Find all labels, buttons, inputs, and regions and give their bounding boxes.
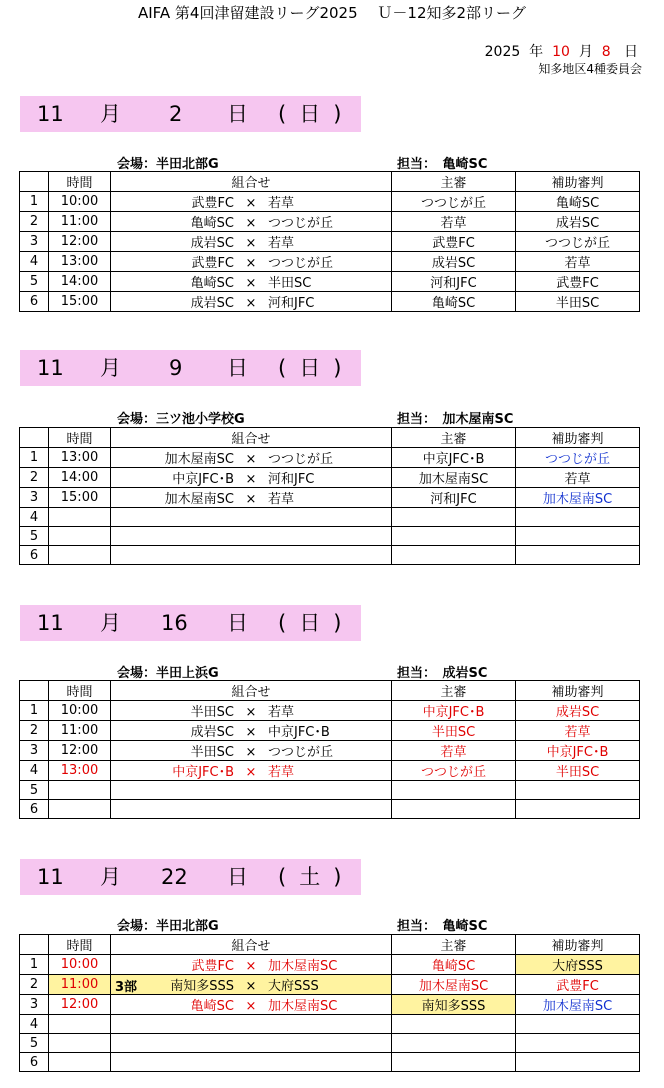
match-time: 10:00 [49, 192, 111, 212]
assistant-referee [516, 527, 640, 546]
versus-mark: × [245, 705, 257, 720]
header-match: 組合せ [111, 681, 392, 701]
day-header [20, 350, 361, 386]
issue-month-unit: 月 [578, 44, 593, 60]
match-number: 6 [20, 546, 49, 565]
versus-mark: × [245, 492, 257, 507]
assistant-referee: 大府SSS [516, 955, 640, 975]
match-pairing [111, 527, 392, 546]
match-pairing [111, 192, 392, 212]
match-pairing [111, 232, 392, 252]
assistant-referee: 中京JFC･B [516, 741, 640, 761]
match-time: 14:00 [49, 272, 111, 292]
referee: 成岩SC [392, 252, 516, 272]
table-row [20, 448, 640, 468]
day-header [20, 859, 361, 895]
assistant-referee [516, 1053, 640, 1072]
match-number: 2 [20, 468, 49, 488]
assistant-referee: つつじが丘 [516, 448, 640, 468]
table-row [20, 1015, 640, 1034]
day-month: 11 [37, 865, 64, 889]
assistant-referee: 成岩SC [516, 212, 640, 232]
assistant-referee: 武豊FC [516, 272, 640, 292]
match-pairing [111, 488, 392, 508]
table-header-row [20, 172, 640, 192]
table-row [20, 800, 640, 819]
header-referee: 主審 [392, 935, 516, 955]
table-row [20, 546, 640, 565]
referee: 亀崎SC [392, 292, 516, 312]
table-row [20, 1053, 640, 1072]
header-match: 組合せ [111, 935, 392, 955]
table-row [20, 701, 640, 721]
table-row [20, 212, 640, 232]
schedule-table [19, 171, 640, 312]
header-match: 組合せ [111, 172, 392, 192]
match-number: 3 [20, 232, 49, 252]
referee: つつじが丘 [392, 192, 516, 212]
table-row [20, 721, 640, 741]
match-pairing [111, 508, 392, 527]
match-pairing [111, 1015, 392, 1034]
venue-label: 会場：半田北部G [117, 919, 219, 934]
away-team: 加木屋南SC [268, 999, 338, 1014]
referee [392, 781, 516, 800]
match-pairing [111, 1034, 392, 1053]
table-row [20, 292, 640, 312]
header-time: 時間 [49, 681, 111, 701]
referee [392, 1053, 516, 1072]
match-pairing [111, 546, 392, 565]
home-team: 武豊FC [191, 196, 234, 211]
day-weekday: (日) [278, 356, 355, 380]
versus-mark: × [245, 765, 257, 780]
header-assistant: 補助審判 [516, 428, 640, 448]
match-number: 6 [20, 292, 49, 312]
header-time: 時間 [49, 428, 111, 448]
header-referee: 主審 [392, 681, 516, 701]
table-row [20, 761, 640, 781]
assistant-referee: つつじが丘 [516, 232, 640, 252]
home-team: 武豊FC [191, 959, 234, 974]
referee [392, 800, 516, 819]
away-team: つつじが丘 [268, 256, 334, 271]
home-team: 半田SC [190, 745, 234, 760]
venue-label: 会場：三ツ池小学校G [117, 412, 245, 427]
match-time: 12:00 [49, 232, 111, 252]
day-month: 11 [37, 356, 64, 380]
header-no [20, 172, 49, 192]
schedule-table [19, 934, 640, 1072]
division-label: 3部 [115, 980, 138, 995]
match-time: 10:00 [49, 701, 111, 721]
assistant-referee [516, 1015, 640, 1034]
day-month-unit: 月 [100, 865, 121, 889]
match-pairing [111, 701, 392, 721]
assistant-referee: 若草 [516, 721, 640, 741]
schedule-table [19, 427, 640, 565]
match-time [49, 781, 111, 800]
day-day: 2 [169, 102, 183, 126]
assistant-referee [516, 508, 640, 527]
match-pairing [111, 448, 392, 468]
day-month-unit: 月 [100, 102, 121, 126]
match-number: 4 [20, 508, 49, 527]
match-number: 4 [20, 761, 49, 781]
versus-mark: × [245, 999, 257, 1014]
match-number: 3 [20, 741, 49, 761]
match-pairing [111, 1053, 392, 1072]
match-time: 13:00 [49, 252, 111, 272]
header-no [20, 935, 49, 955]
match-time [49, 1015, 111, 1034]
away-team: 半田SC [268, 276, 312, 291]
venue-label: 会場：半田北部G [117, 157, 219, 172]
away-team: 若草 [268, 765, 295, 780]
away-team: 若草 [268, 492, 295, 507]
match-number: 6 [20, 1053, 49, 1072]
charge-label: 担当： 亀崎SC [397, 157, 488, 172]
table-header-row [20, 681, 640, 701]
match-number: 5 [20, 1034, 49, 1053]
match-time: 14:00 [49, 468, 111, 488]
day-day: 22 [161, 865, 188, 889]
match-pairing [111, 212, 392, 232]
match-pairing [111, 468, 392, 488]
match-number: 6 [20, 800, 49, 819]
table-row [20, 488, 640, 508]
match-time [49, 1053, 111, 1072]
home-team: 成岩SC [190, 725, 234, 740]
charge-label: 担当： 加木屋南SC [397, 412, 514, 427]
assistant-referee: 若草 [516, 468, 640, 488]
match-number: 2 [20, 212, 49, 232]
referee: つつじが丘 [392, 761, 516, 781]
referee: 武豊FC [392, 232, 516, 252]
table-row [20, 192, 640, 212]
referee: 河和JFC [392, 272, 516, 292]
header-match: 組合せ [111, 428, 392, 448]
home-team: 中京JFC･B [172, 472, 234, 487]
referee: 若草 [392, 741, 516, 761]
match-time: 11:00 [49, 212, 111, 232]
header-no [20, 428, 49, 448]
referee: 半田SC [392, 721, 516, 741]
versus-mark: × [245, 745, 257, 760]
match-pairing [111, 741, 392, 761]
assistant-referee [516, 781, 640, 800]
assistant-referee [516, 1034, 640, 1053]
header-assistant: 補助審判 [516, 681, 640, 701]
match-number: 5 [20, 781, 49, 800]
versus-mark: × [245, 452, 257, 467]
referee: 加木屋南SC [392, 468, 516, 488]
day-weekday: (日) [278, 102, 355, 126]
away-team: つつじが丘 [268, 745, 334, 760]
match-pairing [111, 272, 392, 292]
assistant-referee: 加木屋南SC [516, 488, 640, 508]
header-referee: 主審 [392, 428, 516, 448]
table-row [20, 272, 640, 292]
match-time [49, 508, 111, 527]
committee-name: 知多地区4種委員会 [538, 62, 642, 76]
home-team: 加木屋南SC [164, 492, 234, 507]
table-row [20, 252, 640, 272]
match-time [49, 527, 111, 546]
match-time: 13:00 [49, 448, 111, 468]
table-row [20, 508, 640, 527]
match-number: 3 [20, 488, 49, 508]
table-header-row [20, 935, 640, 955]
header-time: 時間 [49, 172, 111, 192]
table-row [20, 995, 640, 1015]
home-team: 亀崎SC [190, 999, 234, 1014]
versus-mark: × [245, 196, 257, 211]
match-number: 3 [20, 995, 49, 1015]
home-team: 南知多SSS [170, 979, 234, 994]
issue-month: 10 [552, 44, 570, 60]
versus-mark: × [245, 725, 257, 740]
day-header [20, 605, 361, 641]
table-row [20, 781, 640, 800]
referee [392, 508, 516, 527]
versus-mark: × [245, 216, 257, 231]
day-weekday: (土) [278, 865, 355, 889]
header-referee: 主審 [392, 172, 516, 192]
match-number: 4 [20, 252, 49, 272]
issue-date [485, 41, 638, 61]
issue-year-unit: 年 [529, 44, 544, 60]
table-row [20, 527, 640, 546]
match-pairing [111, 721, 392, 741]
day-day-unit: 日 [227, 102, 248, 126]
away-team: つつじが丘 [268, 216, 334, 231]
referee [392, 546, 516, 565]
home-team: 加木屋南SC [164, 452, 234, 467]
match-pairing [111, 975, 392, 995]
referee [392, 1034, 516, 1053]
away-team: 若草 [268, 236, 295, 251]
match-time: 13:00 [49, 761, 111, 781]
away-team: 加木屋南SC [268, 959, 338, 974]
match-number: 1 [20, 701, 49, 721]
referee: 亀崎SC [392, 955, 516, 975]
venue-label: 会場：半田上浜G [117, 666, 219, 681]
charge-label: 担当： 亀崎SC [397, 919, 488, 934]
referee [392, 527, 516, 546]
header-time: 時間 [49, 935, 111, 955]
home-team: 中京JFC･B [172, 765, 234, 780]
home-team: 成岩SC [190, 236, 234, 251]
assistant-referee: 亀崎SC [516, 192, 640, 212]
table-row [20, 232, 640, 252]
match-pairing [111, 781, 392, 800]
referee: 中京JFC･B [392, 701, 516, 721]
versus-mark: × [245, 236, 257, 251]
match-pairing [111, 955, 392, 975]
versus-mark: × [245, 276, 257, 291]
away-team: 若草 [268, 196, 295, 211]
header-assistant: 補助審判 [516, 172, 640, 192]
assistant-referee: 成岩SC [516, 701, 640, 721]
home-team: 亀崎SC [190, 216, 234, 231]
match-time: 11:00 [49, 721, 111, 741]
header-assistant: 補助審判 [516, 935, 640, 955]
versus-mark: × [245, 979, 257, 994]
table-row [20, 741, 640, 761]
referee: 中京JFC･B [392, 448, 516, 468]
match-time [49, 546, 111, 565]
day-weekday: (日) [278, 611, 355, 635]
home-team: 半田SC [190, 705, 234, 720]
day-day-unit: 日 [227, 611, 248, 635]
match-pairing [111, 995, 392, 1015]
referee [392, 1015, 516, 1034]
issue-day: 8 [601, 44, 611, 60]
match-number: 2 [20, 721, 49, 741]
day-day: 16 [161, 611, 188, 635]
schedule-table [19, 680, 640, 819]
day-month: 11 [37, 102, 64, 126]
home-team: 亀崎SC [190, 276, 234, 291]
match-time [49, 1034, 111, 1053]
day-header [20, 96, 361, 132]
versus-mark: × [245, 296, 257, 311]
assistant-referee: 若草 [516, 252, 640, 272]
match-time: 12:00 [49, 995, 111, 1015]
away-team: 河和JFC [268, 296, 315, 311]
header-no [20, 681, 49, 701]
match-number: 1 [20, 192, 49, 212]
charge-label: 担当： 成岩SC [397, 666, 488, 681]
match-time: 12:00 [49, 741, 111, 761]
match-pairing [111, 292, 392, 312]
versus-mark: × [245, 256, 257, 271]
referee: 南知多SSS [392, 995, 516, 1015]
match-time: 11:00 [49, 975, 111, 995]
home-team: 武豊FC [191, 256, 234, 271]
match-number: 4 [20, 1015, 49, 1034]
table-header-row [20, 428, 640, 448]
day-day: 9 [169, 356, 183, 380]
day-day-unit: 日 [227, 356, 248, 380]
match-time [49, 800, 111, 819]
match-time: 15:00 [49, 488, 111, 508]
assistant-referee: 加木屋南SC [516, 995, 640, 1015]
away-team: 大府SSS [268, 979, 319, 994]
match-pairing [111, 252, 392, 272]
away-team: つつじが丘 [268, 452, 334, 467]
match-time: 10:00 [49, 955, 111, 975]
versus-mark: × [245, 959, 257, 974]
away-team: 河和JFC [268, 472, 315, 487]
referee: 若草 [392, 212, 516, 232]
day-month-unit: 月 [100, 611, 121, 635]
assistant-referee: 半田SC [516, 761, 640, 781]
issue-year: 2025 [484, 44, 521, 60]
page-title: AIFA 第4回津留建設リーグ2025 Ｕ－12知多2部リーグ [137, 4, 527, 22]
issue-day-unit: 日 [624, 44, 638, 60]
day-day-unit: 日 [227, 865, 248, 889]
assistant-referee [516, 546, 640, 565]
match-pairing [111, 761, 392, 781]
match-number: 5 [20, 527, 49, 546]
away-team: 中京JFC･B [268, 725, 330, 740]
referee: 加木屋南SC [392, 975, 516, 995]
day-month-unit: 月 [100, 356, 121, 380]
table-row [20, 1034, 640, 1053]
table-row [20, 955, 640, 975]
versus-mark: × [245, 472, 257, 487]
match-pairing [111, 800, 392, 819]
home-team: 成岩SC [190, 296, 234, 311]
referee: 河和JFC [392, 488, 516, 508]
match-number: 1 [20, 448, 49, 468]
away-team: 若草 [268, 705, 295, 720]
table-row [20, 468, 640, 488]
match-number: 2 [20, 975, 49, 995]
day-month: 11 [37, 611, 64, 635]
assistant-referee [516, 800, 640, 819]
match-number: 1 [20, 955, 49, 975]
match-number: 5 [20, 272, 49, 292]
match-time: 15:00 [49, 292, 111, 312]
assistant-referee: 武豊FC [516, 975, 640, 995]
table-row [20, 975, 640, 995]
assistant-referee: 半田SC [516, 292, 640, 312]
